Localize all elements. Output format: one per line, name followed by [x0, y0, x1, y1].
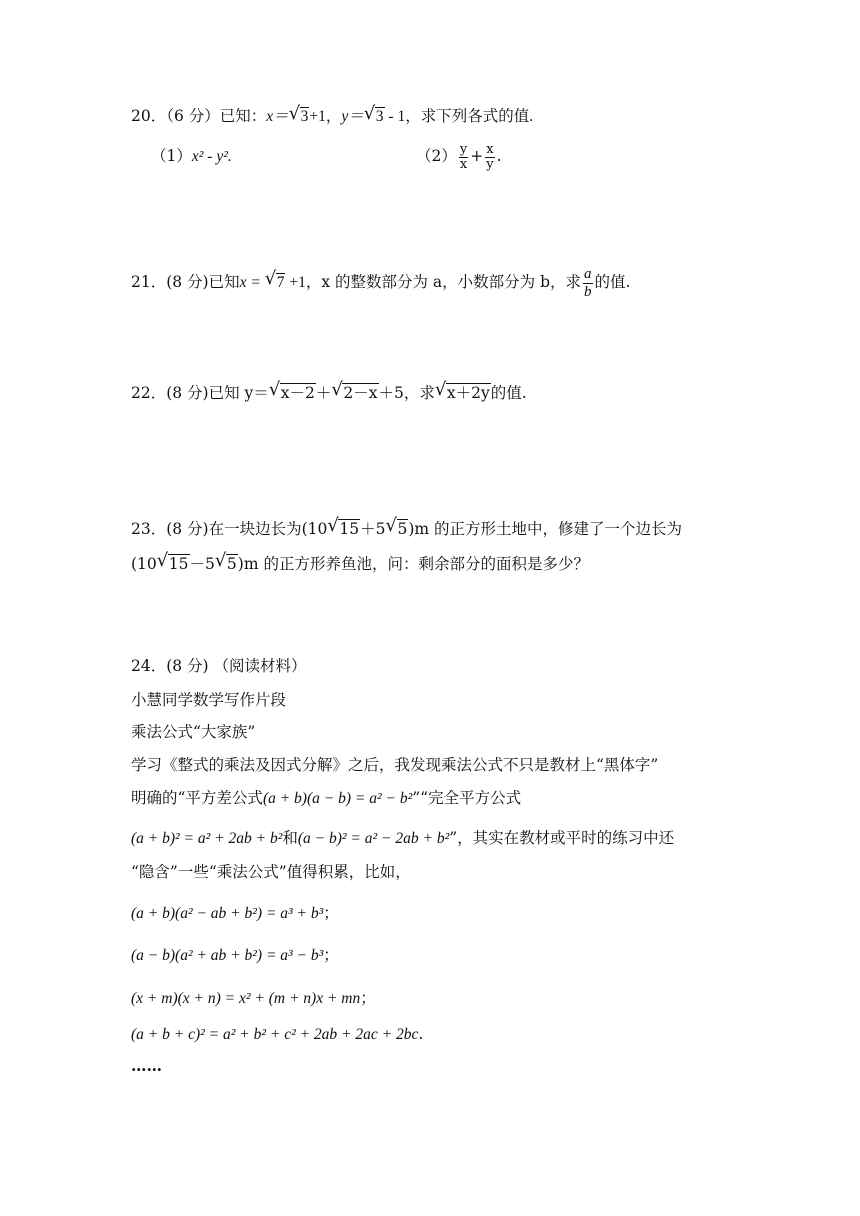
q24-formula2 [131, 945, 339, 966]
q24-sum-cubes-formula: (a + b)(a² − ab + b²) = a³ + b³ [131, 905, 324, 922]
q20-frac-y-over-x: $\frac{y}{x}$ [459, 141, 468, 172]
q20-p2-label: （2） [416, 147, 457, 165]
q24-line2: 乘法公式“大家族” [131, 723, 256, 741]
q24-line4 [131, 788, 521, 809]
q21-mid: ，x 的整数部分为 a，小数部分为 b，求 [305, 273, 582, 291]
q24-square-sum-formula: (a + b)² = a² + 2ab + b² [131, 830, 283, 847]
q24-formula4 [131, 1024, 423, 1045]
q21-x-eq: x = [239, 274, 265, 291]
q23-line1 [131, 519, 682, 539]
q24-head: 24．(8 分) （阅读材料） [131, 657, 307, 675]
q24-semi-3: ； [360, 989, 376, 1007]
q24-line6: “隐含”一些“乘法公式”值得积累，比如， [131, 863, 411, 881]
q24-formula3 [131, 988, 376, 1009]
q24-formula1 [131, 903, 339, 924]
q20-sqrt3-a: √ 3 [290, 107, 310, 127]
q20-frac-x-over-y: $\frac{x}{y}$ [486, 141, 494, 172]
q23-line2 [131, 554, 589, 574]
q24-dot: . [418, 1025, 424, 1043]
q21-line [131, 262, 630, 303]
q24-semi-1: ； [323, 904, 339, 922]
q24-diff-squares-formula: (a + b)(a − b) = a² − b² [262, 790, 413, 807]
q22-plus5: ＋5，求 [378, 384, 435, 402]
q23-sqrt5-a: √ 5 [387, 519, 409, 539]
q21-head: 21．(8 分)已知 [131, 273, 240, 291]
q20-part1 [151, 146, 232, 167]
q23-sqrt15-b: √ 15 [158, 554, 190, 574]
q23-l2c: )m 的正方形养鱼池，问：剩余部分的面积是多少？ [237, 555, 589, 573]
q24-line5 [131, 828, 674, 849]
q24-l4a: 明确的“平方差公式 [131, 789, 263, 807]
q24-l5-and: 和 [282, 829, 298, 847]
q20-p2-plus: + [470, 147, 484, 165]
q20-x-def: x＝ [266, 108, 289, 125]
q21-sqrt7: √ 7 [266, 262, 286, 303]
q24-l5b: ”，其实在教材或平时的练习中还 [449, 829, 675, 847]
q21-end: 的值. [594, 273, 631, 291]
q23-sqrt5-b: √ 5 [216, 554, 238, 574]
q24-diff-cubes-formula: (a − b)(a² + ab + b²) = a³ − b³ [131, 947, 324, 964]
q21-plus1: +1 [285, 274, 306, 291]
q24-binomial-product-formula: (x + m)(x + n) = x² + (m + n)x + mn [131, 990, 361, 1007]
q23-l1c: )m 的正方形土地中，修建了一个边长为 [408, 520, 683, 538]
q20-p2-end: . [496, 147, 502, 165]
q23-l2b: －5 [189, 555, 215, 573]
q20-part2 [416, 140, 502, 172]
q24-l4b: ”“完全平方公式 [412, 789, 522, 807]
q22-sqrt-2-minus-x: √ 2－x [332, 383, 378, 403]
q21-frac-a-over-b: $\frac{a}{b}$ [584, 265, 592, 300]
q24-trinomial-square-formula: (a + b + c)² = a² + b² + c² + 2ab + 2ac + 2bc [131, 1026, 419, 1043]
q22-line [131, 383, 527, 403]
q22-plus: ＋ [315, 384, 332, 402]
q22-head: 22．(8 分)已知 y＝ [131, 384, 269, 402]
q20-sqrt3-b: √ 3 [365, 107, 385, 127]
q24-semi-2: ； [323, 946, 339, 964]
q22-end: 的值. [490, 384, 527, 402]
q20-plus1: +1， [309, 108, 342, 125]
q20-head: 20．（6 分）已知： [131, 107, 267, 125]
q23-l1b: ＋5 [360, 520, 386, 538]
q20-minus1: - 1，求下列各式的值. [384, 108, 534, 125]
q23-sqrt15-a: √ 15 [328, 519, 360, 539]
q20-p1-expr: x² - y². [191, 148, 232, 165]
q20-line [131, 106, 533, 127]
q20-y-def: y＝ [341, 108, 364, 125]
q23-l2a: (10 [131, 555, 157, 573]
q22-sqrt-x-plus-2y: √ x＋2y [436, 383, 491, 403]
q24-line3: 学习《整式的乘法及因式分解》之后，我发现乘法公式不只是教材上“黑体字” [131, 756, 659, 774]
q20-p1-label: （1） [151, 147, 192, 165]
q24-square-diff-formula: (a − b)² = a² − 2ab + b² [297, 830, 450, 847]
q24-ellipsis: …… [131, 1056, 162, 1075]
q22-sqrt-x-minus-2: √ x－2 [270, 383, 316, 403]
q23-l1a: 23．(8 分)在一块边长为(10 [131, 520, 328, 538]
q24-line1: 小慧同学数学写作片段 [131, 691, 287, 709]
